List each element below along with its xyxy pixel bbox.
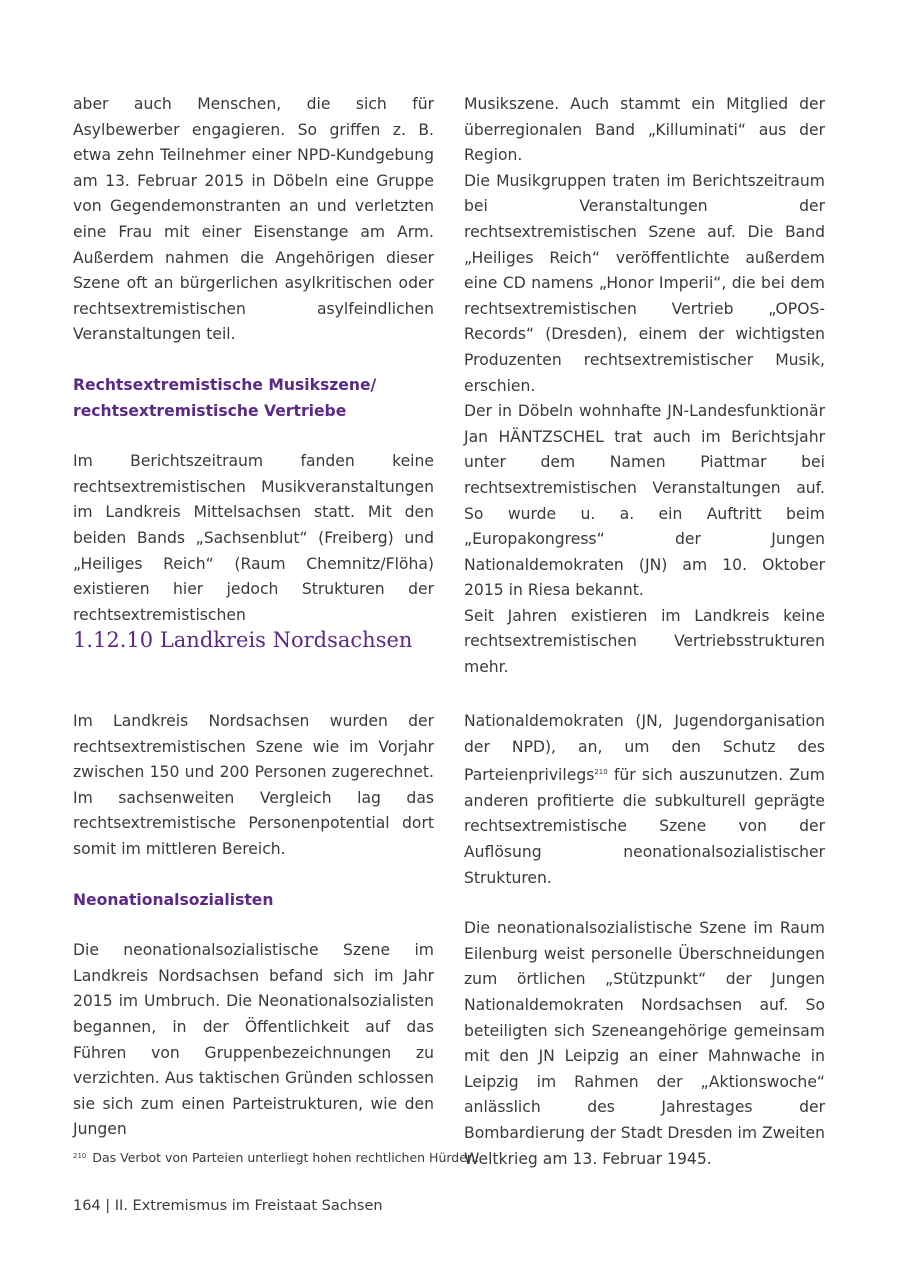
bottom-left-paragraph-1: Im Landkreis Nordsachsen wurden der rechtsextremistischen Szene wie im Vorjahr zwischen 150 und 200 Personen zugerechnet. Im sachsenweiten Vergleich lag das rechtsextremistische Personenpotential dort somit im mittleren Bereich. — [73, 712, 434, 858]
bottom-left-paragraph-2: Die neonationalsozialistische Szene im Landkreis Nordsachsen befand sich im Jahr 2015 im Umbruch. Die Neonationalsozialisten begannen, in der Öffentlichkeit auf das Führen von Gruppenbezeichnungen zu verzichten. Aus taktischen Gründen schlossen sie sich zum einen Parteistrukturen, wie den Jungen — [73, 941, 434, 1139]
footnote-reference[interactable]: 210 — [594, 768, 608, 777]
neonazi-heading: Neonationalsozialisten — [73, 890, 274, 909]
footnote-text: Das Verbot von Parteien unterliegt hohen rechtlichen Hürden. — [92, 1150, 479, 1165]
top-left-paragraph-1: aber auch Menschen, die sich für Asylbewerber engagieren. So griffen z. B. etwa zehn Teilnehmer einer NPD-Kundgebung am 13. Februar 2015 in Döbeln eine Gruppe von Gegendemonstranten an und verletzten eine Frau mit einer Eisenstange am Arm. Außerdem nahmen die Angehörigen dieser Szene oft an bürgerlichen asylkritischen oder rechtsextremistischen asylfeindlichen Veranstaltungen teil. — [73, 95, 434, 344]
bottom-right-paragraph-1-part-b: für sich auszunutzen. Zum anderen profitierte die subkulturell geprägte rechtsextremistische Szene von der Auflösung neonationalsozialistischer Strukturen. — [464, 766, 825, 887]
bottom-right-column — [464, 709, 825, 1172]
bottom-right-paragraph-1-part-a: Nationaldemokraten (JN, Jugendorganisation der NPD), an, um den Schutz des Parteienprivilegs — [464, 712, 825, 785]
top-right-paragraph-4: Seit Jahren existieren im Landkreis keine rechtsextremistischen Vertriebsstrukturen mehr. — [464, 606, 825, 677]
music-scene-heading-line1: Rechtsextremistische Musikszene/ — [73, 375, 377, 394]
top-right-paragraph-3: Der in Döbeln wohnhafte JN-Landesfunktionär Jan HÄNTZSCHEL trat auch im Berichtsjahr unter dem Namen Piattmar bei rechtsextremistischen Veranstaltungen auf. So wurde u. a. ein Auftritt beim „Europakongress“ der Jungen Nationaldemokraten (JN) am 10. Oktober 2015 in Riesa bekannt. — [464, 402, 825, 600]
bottom-left-column — [73, 709, 434, 1143]
top-right-paragraph-1: Musikszene. Auch stammt ein Mitglied der überregionalen Band „Killuminati“ aus der Region. — [464, 95, 825, 165]
top-left-paragraph-2: Im Berichtszeitraum fanden keine rechtsextremistischen Musikveranstaltungen im Landkreis Mittelsachsen statt. Mit den beiden Bands „Sachsenblut“ (Freiberg) und „Heiliges Reich“ (Raum Chemnitz/Flöha) existieren hier jedoch Strukturen der rechtsextremistischen — [73, 452, 434, 624]
top-left-column — [73, 92, 434, 628]
bottom-right-paragraph-2: Die neonationalsozialistische Szene im Raum Eilenburg weist personelle Überschneidungen zum örtlichen „Stützpunkt“ der Jungen Nationaldemokraten Nordsachsen auf. So beteiligten sich Szeneangehörige gemeinsam mit den JN Leipzig an einer Mahnwache in Leipzig im Rahmen der „Aktionswoche“ anlässlich des Jahrestages der Bombardierung der Stadt Dresden im Zweiten Weltkrieg am 13. Februar 1945. — [464, 919, 825, 1168]
bottom-right-paragraph-1 — [464, 709, 825, 891]
top-right-column — [464, 92, 825, 681]
footnote — [73, 1150, 479, 1165]
footnote-number: 210 — [73, 1152, 87, 1160]
page-footer: 164 | II. Extremismus im Freistaat Sachsen — [73, 1198, 383, 1214]
top-right-paragraph-2: Die Musikgruppen traten im Berichtszeitraum bei Veranstaltungen der rechtsextremistischen Szene auf. Die Band „Heiliges Reich“ veröffentlichte außerdem eine CD namens „Honor Imperii“, die bei dem rechtsextremistischen Vertrieb „OPOS-Records“ (Dresden), einem der wichtigsten Produzenten rechtsextremistischer Musik, erschien. — [464, 171, 825, 395]
section-title: 1.12.10 Landkreis Nordsachsen — [73, 628, 413, 652]
music-scene-heading-line2: rechtsextremistische Vertriebe — [73, 401, 347, 420]
